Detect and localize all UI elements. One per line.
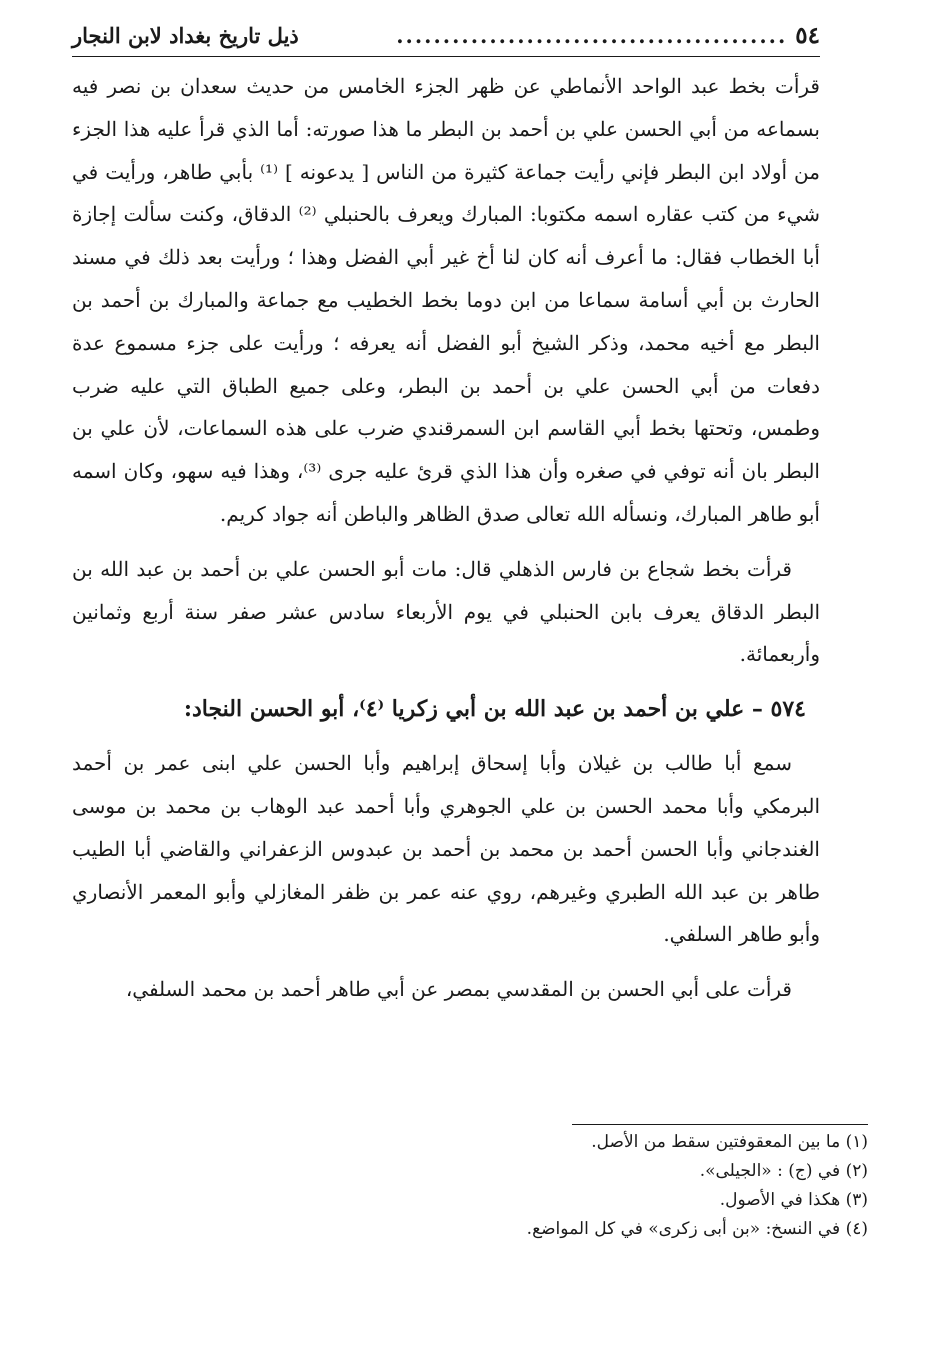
entry-paragraph-2: قرأت على أبي الحسن بن المقدسي بمصر عن أبي طاهر أحمد بن محمد السلفي، <box>125 977 792 1002</box>
footnotes <box>120 1128 868 1244</box>
header-leader-dots: .......................................... <box>396 23 788 48</box>
entry-title: ٥٧٤ – علي بن أحمد بن عبد الله بن أبي زكريا ⁽٤⁾، أبو الحسن النجاد: <box>183 696 806 723</box>
footnote-separator <box>572 1124 868 1125</box>
running-header <box>72 22 820 57</box>
paragraph-2: قرأت بخط شجاع بن فارس الذهلي قال: مات أبو الحسن علي بن أحمد بن عبد الله بن البطر الدقاق يعرف بابن الحنبلي في يوم الأربعاء سادس عشر صفر سنة أربع وثمانين وأربعمائة. <box>72 556 820 667</box>
page-body <box>72 65 820 1011</box>
footnote-1: (١) ما بين المعقوفتين سقط من الأصل. <box>591 1132 868 1152</box>
footnote-3: (٣) هكذا في الأصول. <box>719 1190 868 1210</box>
footnote-4: (٤) في النسخ: «بن أبى زكرى» في كل المواضع. <box>526 1219 868 1239</box>
page-number: ٥٤ <box>795 22 820 49</box>
book-title: ذيل تاريخ بغداد لابن النجار <box>72 23 299 48</box>
footnote-2: (٢) في (ج) : «الجيلى». <box>699 1161 868 1181</box>
paragraph-1: قرأت بخط عبد الواحد الأنماطي عن ظهر الجزء الخامس من حديث سعدان بن نصر فيه بسماعه من أبي الحسن علي بن أحمد بن البطر ما هذا صورته: أما الذي قرأ عليه هذا الجزء من أولاد ابن البطر فإني رأيت جماعة كثيرة من الناس [ يدعونه ] ⁽¹⁾ بأبي طاهر، ورأيت في شيء من كتب عقاره اسمه مكتوبا: المبارك ويعرف بالحنبلي ⁽²⁾ الدقاق، وكنت سألت إجازة أبا الخطاب فقال: ما أعرف أنه كان لنا أخ غير أبي الفضل وهذا ؛ ورأيت بعد ذلك في مسند الحارث بن أبي أسامة سماعا من ابن دوما بخط الخطيب مع جماعة والمبارك بن أحمد بن البطر مع أخيه محمد، وذكر الشيخ أبو الفضل أنه يعرفه ؛ ورأيت على جزء مسموع عدة دفعات من أبي الحسن علي بن أحمد بن البطر، وعلى جميع الطباق التي عليه ضرب وطمس، وتحتها بخط أبي القاسم ابن السمرقندي ضرب على هذه السماعات، لأن علي بن البطر بان أنه توفي في صغره وأن هذا الذي قرئ عليه جرى ⁽³⁾، وهذا فيه سهو، وكان اسمه أبو طاهر المبارك، ونسأله الله تعالى صدق الظاهر والباطن أنه جواد كريم. <box>72 74 820 526</box>
book-page <box>72 22 820 1011</box>
entry-paragraph-1: سمع أبا طالب بن غيلان وأبا إسحاق إبراهيم وأبا الحسن علي ابنى عمر بن أحمد البرمكي وأبا محمد الحسن بن علي الجوهري وأبا أحمد عبد الوهاب بن محمد بن موسى الغندجاني وأبا الحسن أحمد بن محمد بن أحمد بن عبدوس الزعفراني والقاضي أبا الطيب طاهر بن عبد الله الطبري وغيرهم، روي عنه عمر بن ظفر المغازلي وأبو المعمر الأنصاري وأبو طاهر السلفي. <box>72 751 820 947</box>
